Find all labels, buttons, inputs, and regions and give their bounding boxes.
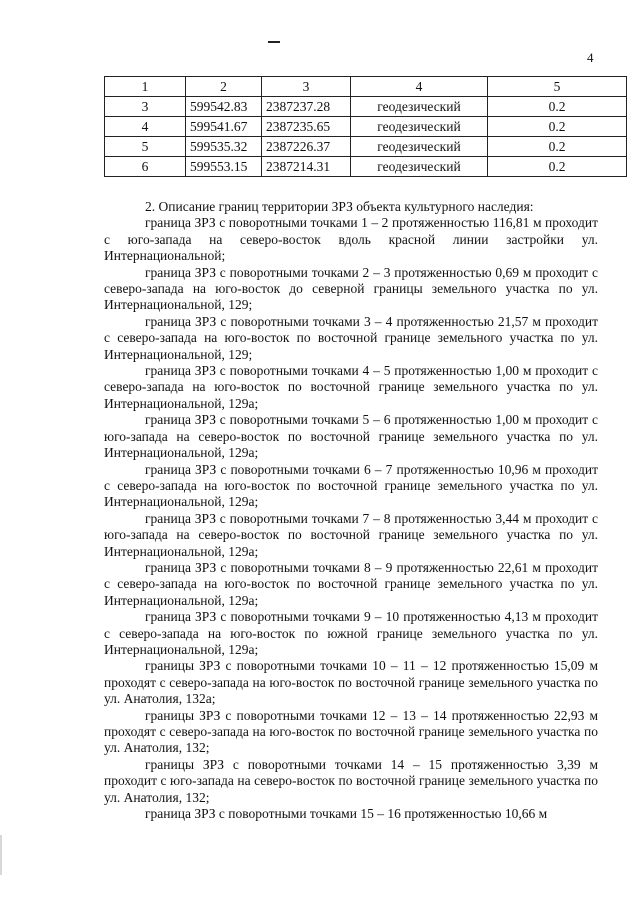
point-number-cell: 6 bbox=[105, 157, 186, 177]
x-coordinate-cell: 599541.67 bbox=[186, 117, 262, 137]
table-row bbox=[105, 157, 627, 177]
x-coordinate-cell: 599542.83 bbox=[186, 97, 262, 117]
y-coordinate-cell: 2387226.37 bbox=[262, 137, 351, 157]
paragraph: граница ЗРЗ с поворотными точками 3 – 4 протяженностью 21,57 м проходит с северо-запада на юго-восток по восточной границе земельного участка по ул. Интернациональной, 129; bbox=[104, 313, 598, 362]
page-number: 4 bbox=[587, 50, 594, 65]
scan-margin-mark bbox=[0, 835, 2, 875]
point-number-cell: 3 bbox=[105, 97, 186, 117]
point-number-cell: 5 bbox=[105, 137, 186, 157]
top-dash-mark bbox=[268, 41, 280, 43]
paragraph: граница ЗРЗ с поворотными точками 7 – 8 протяженностью 3,44 м проходит с юго-запада на северо-восток по восточной границе земельного участка по ул. Интернациональной, 129а; bbox=[104, 510, 598, 559]
header-cell: 4 bbox=[351, 77, 488, 97]
accuracy-cell: 0.2 bbox=[488, 157, 627, 177]
y-coordinate-cell: 2387237.28 bbox=[262, 97, 351, 117]
paragraph: граница ЗРЗ с поворотными точками 8 – 9 протяженностью 22,61 м проходит с северо-запада на юго-восток по восточной границе земельного участка по ул. Интернациональной, 129а; bbox=[104, 559, 598, 608]
paragraph: граница ЗРЗ с поворотными точками 4 – 5 протяженностью 1,00 м проходит с северо-запада на юго-восток по восточной границе земельного участка по ул. Интернациональной, 129а; bbox=[104, 363, 598, 411]
table-row bbox=[105, 137, 627, 157]
table-row bbox=[105, 117, 627, 137]
paragraph: граница ЗРЗ с поворотными точками 9 – 10 протяженностью 4,13 м проходит с северо-запада на юго-восток по южной границе земельного участка по ул. Интернациональной, 129а; bbox=[104, 609, 598, 657]
header-cell: 3 bbox=[262, 77, 351, 97]
section-heading: 2. Описание границ территории ЗРЗ объекта культурного наследия: bbox=[145, 199, 534, 214]
y-coordinate-cell: 2387235.65 bbox=[262, 117, 351, 137]
paragraph: границы ЗРЗ с поворотными точками 12 – 13 – 14 протяженностью 22,93 м проходят с северо-запада на юго-восток по восточной границе земельного участка по ул. Анатолия, 132; bbox=[104, 707, 598, 756]
coordinates-table bbox=[104, 76, 627, 177]
paragraph: граница ЗРЗ с поворотными точками 6 – 7 протяженностью 10,96 м проходит с северо-запада на юго-восток по восточной границе земельного участка по ул. Интернациональной, 129а; bbox=[104, 461, 598, 510]
accuracy-cell: 0.2 bbox=[488, 97, 627, 117]
accuracy-cell: 0.2 bbox=[488, 117, 627, 137]
method-cell: геодезический bbox=[351, 117, 488, 137]
x-coordinate-cell: 599553.15 bbox=[186, 157, 262, 177]
x-coordinate-cell: 599535.32 bbox=[186, 137, 262, 157]
boundary-description bbox=[104, 199, 598, 822]
header-cell: 1 bbox=[105, 77, 186, 97]
method-cell: геодезический bbox=[351, 97, 488, 117]
y-coordinate-cell: 2387214.31 bbox=[262, 157, 351, 177]
paragraph: граница ЗРЗ с поворотными точками 5 – 6 протяженностью 1,00 м проходит с юго-запада на северо-восток по восточной границе земельного участка по ул. Интернациональной, 129а; bbox=[104, 412, 598, 461]
method-cell: геодезический bbox=[351, 137, 488, 157]
table-header-row bbox=[105, 77, 627, 97]
method-cell: геодезический bbox=[351, 157, 488, 177]
paragraph: граница ЗРЗ с поворотными точками 2 – 3 протяженностью 0,69 м проходит с северо-запада на юго-восток до северной границы земельного участка по ул. Интернациональной, 129; bbox=[104, 264, 598, 313]
accuracy-cell: 0.2 bbox=[488, 137, 627, 157]
paragraph: границы ЗРЗ с поворотными точками 10 – 11 – 12 протяженностью 15,09 м проходят с северо-запада на юго-восток по восточной границе земельного участка по ул. Анатолия, 132а; bbox=[104, 658, 598, 707]
table-row bbox=[105, 97, 627, 117]
paragraph: граница ЗРЗ с поворотными точками 1 – 2 протяженностью 116,81 м проходит с юго-запада на северо-восток вдоль красной линии застройки ул. Интернациональной; bbox=[104, 215, 598, 264]
paragraph: границы ЗРЗ с поворотными точками 14 – 15 протяженностью 3,39 м проходит с юго-запада на северо-восток по восточной границе земельного участка по ул. Анатолия, 132; bbox=[104, 756, 598, 805]
header-cell: 2 bbox=[186, 77, 262, 97]
point-number-cell: 4 bbox=[105, 117, 186, 137]
paragraph: граница ЗРЗ с поворотными точками 15 – 16 протяженностью 10,66 м bbox=[145, 806, 548, 822]
header-cell: 5 bbox=[488, 77, 627, 97]
